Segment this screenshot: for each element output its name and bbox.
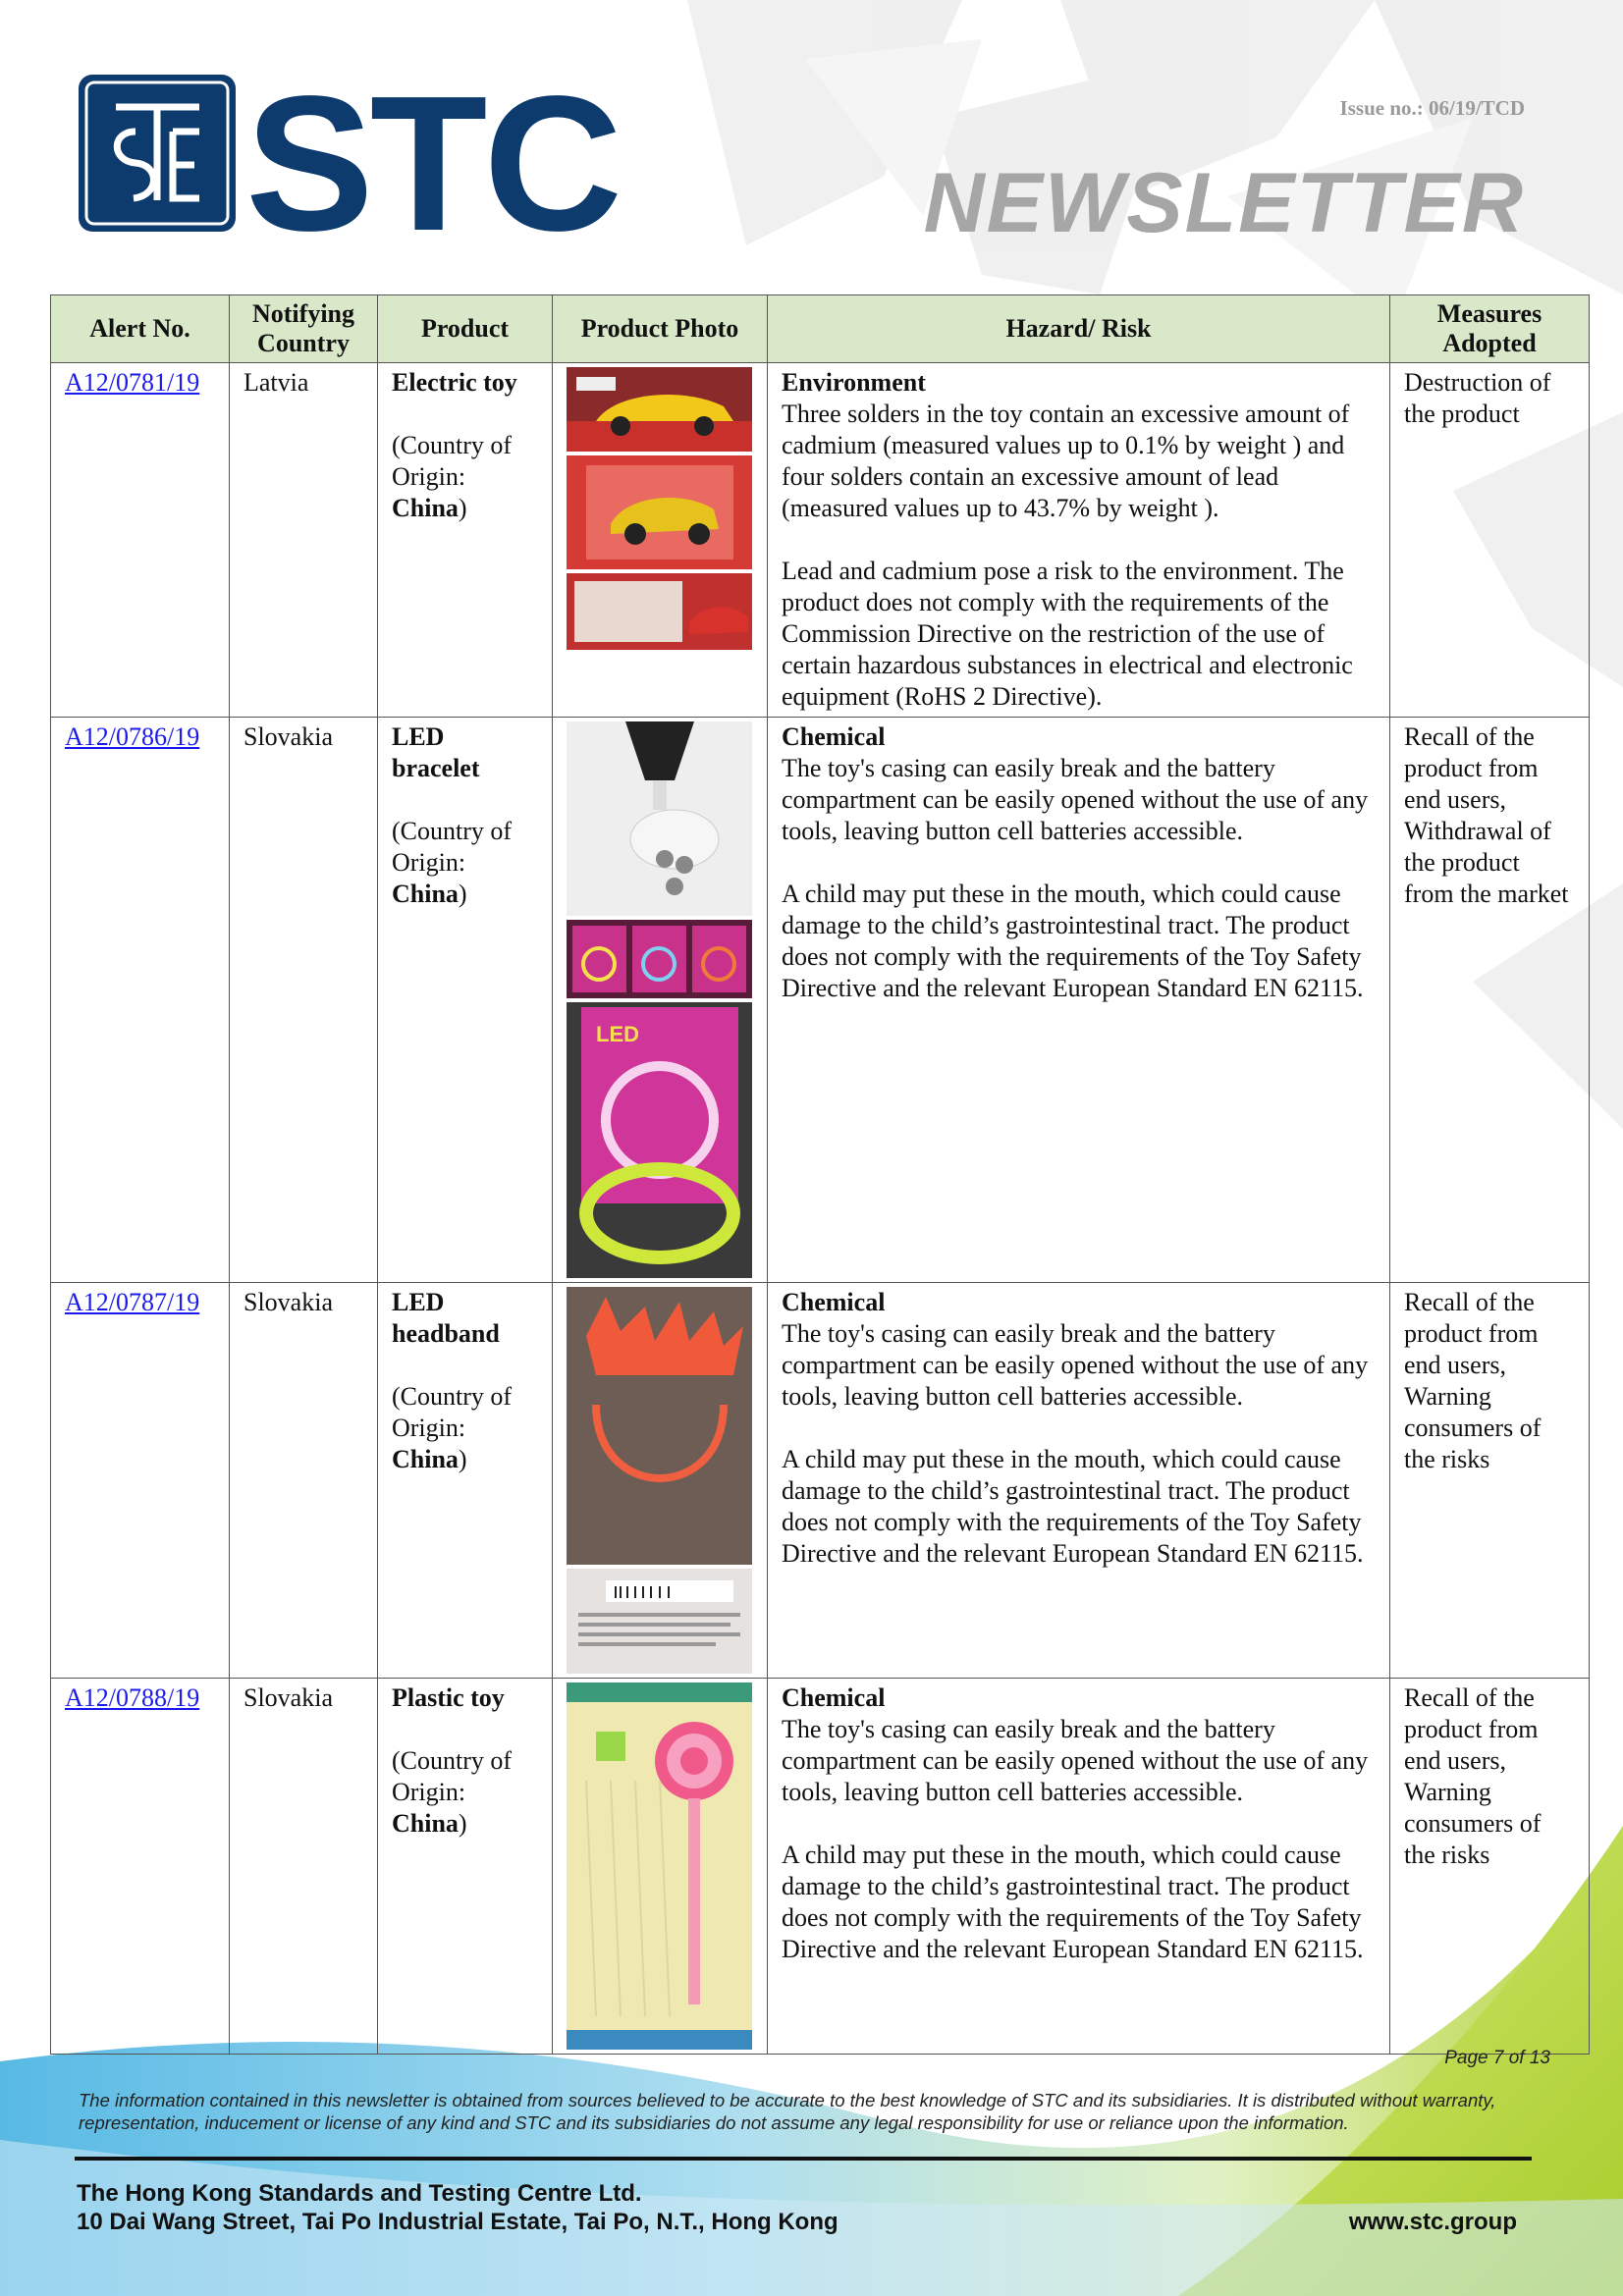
hazard-type: Environment: [782, 368, 926, 397]
issue-number: Issue no.: 06/19/TCD: [1339, 96, 1525, 120]
country-of-origin: (Country of Origin: China): [392, 1382, 513, 1473]
country-of-origin: (Country of Origin: China): [392, 817, 513, 908]
company-address: 10 Dai Wang Street, Tai Po Industrial Estate, Tai Po, N.T., Hong Kong: [77, 2209, 839, 2235]
product-photo-electric-toy-car: [567, 367, 752, 452]
alert-number-cell: [51, 363, 230, 718]
hazard-cell: [768, 363, 1390, 718]
company-name: The Hong Kong Standards and Testing Centre Ltd.: [77, 2180, 642, 2207]
alert-number-cell: [51, 718, 230, 1283]
product-photo-cell: [553, 718, 768, 1283]
product-cell: [378, 718, 553, 1283]
column-header-product: Product: [378, 295, 553, 363]
product-cell: [378, 1679, 553, 2055]
alert-link[interactable]: A12/0787/19: [65, 1288, 200, 1316]
product-photo-cell: [553, 363, 768, 718]
country-cell: Slovakia: [230, 1679, 378, 2055]
hazard-description: Three solders in the toy contain an excessive amount of cadmium (measured values up to 0.1% by weight ) and four solders contain an excessive amount of lead (measured values up to 43.7% by weight ).: [782, 400, 1350, 522]
measures-cell: Destruction of the product: [1390, 363, 1590, 718]
column-header-measures-adopted: Measures Adopted: [1390, 295, 1590, 363]
product-cell: [378, 1283, 553, 1679]
hazard-description: The toy's casing can easily break and the battery compartment can be easily opened without the use of any tools, leaving button cell batteries accessible.: [782, 754, 1369, 845]
hazard-description: The toy's casing can easily break and the battery compartment can be easily opened without the use of any tools, leaving button cell batteries accessible.: [782, 1319, 1369, 1411]
product-cell: [378, 363, 553, 718]
table-row: [51, 718, 1590, 1283]
disclaimer-text: The information contained in this newsletter is obtained from sources believed to be accurate to the best knowledge of STC and its subsidiaries. It is distributed without warranty, representation, inducement or license of any kind and STC and its subsidiaries do not assume any legal responsibility for use or reliance upon the information.: [79, 2090, 1496, 2133]
company-info: [77, 2179, 839, 2236]
product-name: LED bracelet: [392, 722, 480, 782]
hazard-cell: [768, 1679, 1390, 2055]
product-photo-electric-toy-back: [567, 573, 752, 650]
product-name: LED headband: [392, 1288, 500, 1348]
newsletter-title: NEWSLETTER: [923, 156, 1525, 250]
product-photo-electric-toy-box: [567, 455, 752, 569]
country-of-origin: (Country of Origin: China): [392, 1746, 513, 1838]
product-photo-plastic-toy: [567, 1682, 752, 2050]
product-name: Plastic toy: [392, 1683, 505, 1712]
alert-number-cell: [51, 1679, 230, 2055]
table-row: [51, 1679, 1590, 2055]
hazard-description: The toy's casing can easily break and the battery compartment can be easily opened without the use of any tools, leaving button cell batteries accessible.: [782, 1715, 1369, 1806]
hazard-consequence: Lead and cadmium pose a risk to the environment. The product does not comply with the requirements of the Commission Directive on the restriction of the use of certain hazardous substances in electrical and electronic equipment (RoHS 2 Directive).: [782, 557, 1353, 711]
hazard-consequence: A child may put these in the mouth, which could cause damage to the child’s gastrointestinal tract. The product does not comply with the requirements of the Toy Safety Directive and the relevant European Standard EN 62115.: [782, 880, 1364, 1002]
measures-cell: Recall of the product from end users, Warning consumers of the risks: [1390, 1283, 1590, 1679]
hazard-consequence: A child may put these in the mouth, which could cause damage to the child’s gastrointestinal tract. The product does not comply with the requirements of the Toy Safety Directive and the relevant European Standard EN 62115.: [782, 1841, 1364, 1963]
product-photo-led-headband: [567, 1287, 752, 1565]
measures-cell: Recall of the product from end users, Withdrawal of the product from the market: [1390, 718, 1590, 1283]
table-header-row: [51, 295, 1590, 363]
column-header-notifying-country: Notifying Country: [230, 295, 378, 363]
country-cell: Slovakia: [230, 718, 378, 1283]
logo-text: STC: [245, 73, 619, 240]
product-photo-led-bracelet-batteries: [567, 721, 752, 916]
hazard-type: Chemical: [782, 1288, 886, 1316]
product-photo-cell: [553, 1679, 768, 2055]
alerts-table: [50, 294, 1590, 2055]
product-photo-cell: [553, 1283, 768, 1679]
product-photo-led-bracelet-packs: [567, 920, 752, 998]
country-cell: Latvia: [230, 363, 378, 718]
product-name: Electric toy: [392, 368, 517, 397]
website-link[interactable]: www.stc.group: [1348, 2209, 1517, 2235]
column-header-hazard-risk: Hazard/ Risk: [768, 295, 1390, 363]
hazard-type: Chemical: [782, 722, 886, 751]
alert-link[interactable]: A12/0786/19: [65, 722, 200, 751]
alert-number-cell: [51, 1283, 230, 1679]
hazard-cell: [768, 1283, 1390, 1679]
stc-logo: [77, 73, 676, 240]
product-photo-led-headband-label: [567, 1569, 752, 1674]
alert-link[interactable]: A12/0781/19: [65, 368, 200, 397]
hazard-consequence: A child may put these in the mouth, which could cause damage to the child’s gastrointestinal tract. The product does not comply with the requirements of the Toy Safety Directive and the relevant European Standard EN 62115.: [782, 1445, 1364, 1568]
alert-link[interactable]: A12/0788/19: [65, 1683, 200, 1712]
svg-text:LED: LED: [596, 1022, 639, 1046]
measures-cell: Recall of the product from end users, Warning consumers of the risks: [1390, 1679, 1590, 2055]
country-cell: Slovakia: [230, 1283, 378, 1679]
table-row: [51, 1283, 1590, 1679]
table-row: [51, 363, 1590, 718]
column-header-product-photo: Product Photo: [553, 295, 768, 363]
footer-divider: [75, 2157, 1532, 2161]
hazard-cell: [768, 718, 1390, 1283]
product-photo-led-bracelet-package: [567, 1002, 752, 1278]
hazard-type: Chemical: [782, 1683, 886, 1712]
page-number: Page 7 of 13: [1444, 2048, 1550, 2068]
country-of-origin: (Country of Origin: China): [392, 431, 513, 522]
column-header-alert-no: Alert No.: [51, 295, 230, 363]
